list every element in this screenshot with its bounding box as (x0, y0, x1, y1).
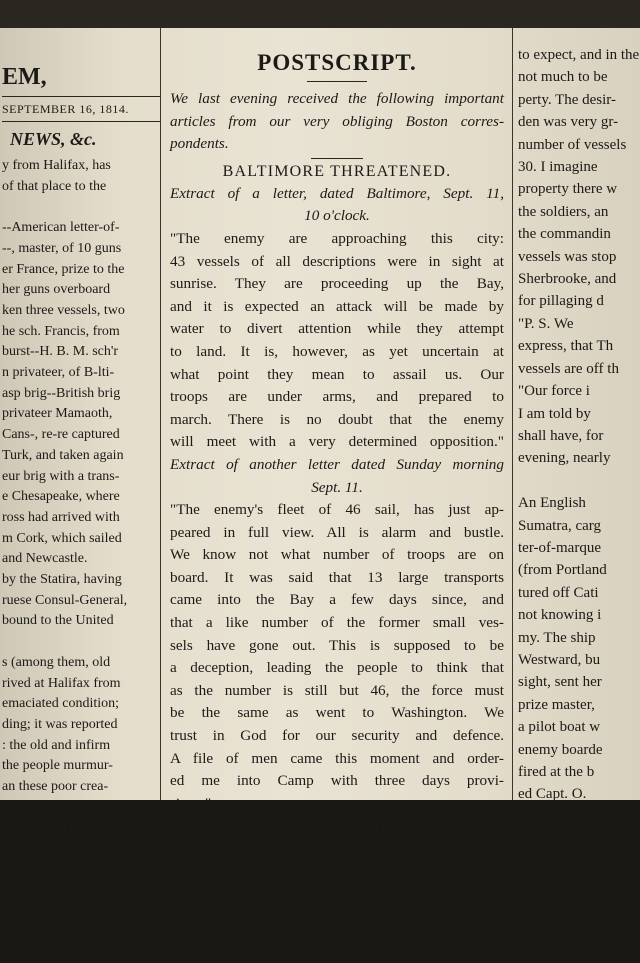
left-column-line: --American letter-of- (2, 220, 120, 236)
left-column-line: eur brig with a trans- (2, 468, 120, 484)
left-column-line: --, master, of 10 guns (2, 240, 122, 256)
extract-3-body (166, 817, 508, 907)
extract-heading-line: Extract of a letter, dated Baltimore, Sept. 11, (170, 184, 504, 202)
article-line: peared in full view. All is alarm and bustle. (170, 523, 504, 541)
right-column-line: tured off Cati (518, 584, 599, 601)
extract-1-heading (166, 183, 508, 228)
right-column-line: "Our force i (518, 383, 590, 400)
left-column-line: Turk, and taken again (2, 447, 124, 463)
right-column-line: rived at Port (518, 808, 593, 825)
article-line: to land. It is, however, as yet uncertain at (170, 342, 504, 360)
left-column-line: rived at Halifax from (2, 675, 121, 691)
left-column-line: he sch. Francis, from (2, 323, 120, 339)
article-line: that a like number of the former small ves- (170, 614, 504, 632)
article-line: and it is expected an attack will be made by (170, 297, 504, 315)
article-line: "The enemy's fleet of 46 sail, has just ap- (170, 501, 504, 519)
left-column-line: emaciated condition; (2, 696, 120, 712)
right-column-line: near Mackin (518, 920, 594, 937)
left-column-line: er France, prize to the (2, 261, 125, 277)
right-column-line: not knowing i (518, 607, 602, 624)
right-column-line: An English (518, 495, 586, 512)
article-line: what point they mean to assail us. Our (170, 365, 504, 383)
right-column-line: a pilot boat w (518, 719, 601, 736)
left-column-line: privateer Mamaoth, (2, 406, 113, 422)
left-column-line: an these poor crea- (2, 779, 109, 795)
left-column-line: ross had arrived with (2, 509, 120, 525)
column-rule-right (512, 28, 513, 800)
left-column-line: m Cork, which sailed (2, 530, 122, 546)
left-column-line: bound to the United (2, 613, 114, 629)
article-line: will meet with a very determined opposition." (170, 433, 504, 451)
left-column-line: Cans-, re-re captured (2, 427, 120, 443)
right-column-line: Westward, bu (518, 651, 601, 668)
article-line: troops are under arms, and prepared to (170, 388, 504, 406)
left-column-lines (2, 156, 160, 963)
article-line: trust in God for our security and defence. (170, 727, 504, 745)
article-line: sunrise. They are proceeding up the Bay, (170, 275, 504, 293)
right-column-line: not much to be (518, 69, 608, 86)
right-column-line: shall have, for (518, 427, 604, 444)
left-column-line: not arrived. (2, 861, 67, 877)
left-column (0, 28, 160, 963)
right-column-line: We have a (518, 853, 581, 870)
left-column-line (2, 197, 160, 218)
left-column-line (2, 798, 160, 819)
article-line: sels have gone out. This is supposed to be (170, 636, 504, 654)
right-column-line: Sherbrooke, and (518, 271, 617, 288)
left-column-line: s (among them, old (2, 654, 111, 670)
left-column-line: Halifax by land from (2, 882, 120, 898)
intro-paragraph (166, 88, 508, 156)
newspaper-page (0, 28, 640, 960)
article-line: 43 vessels of all descriptions were in sight at (170, 252, 504, 270)
right-column-line: fired at the b (518, 764, 595, 780)
right-column (518, 28, 640, 940)
right-column-line: to expect, and in the (518, 47, 640, 63)
left-column-line (2, 839, 160, 860)
right-column-line: that 40 or 50 (518, 898, 595, 915)
right-column-line: sight, sent her (518, 674, 602, 691)
right-column-line: 30. I imagine (518, 159, 598, 176)
center-column (166, 28, 508, 908)
left-column-line: of that place to the (2, 178, 107, 194)
left-column-line: : the old and infirm (2, 737, 111, 753)
left-column-line: y from Halifax, has (2, 158, 111, 173)
date-rule (2, 121, 160, 122)
section-head: NEWS, &c. (10, 129, 97, 149)
article-line: march. There is no doubt that the enemy (170, 410, 504, 428)
background-top (0, 0, 640, 28)
right-column-line: I am told by (518, 405, 591, 422)
right-column-line: vessels are off th (518, 360, 619, 377)
article-line: The following is an extract of another let- (184, 819, 504, 837)
article-line: ed me into Camp with three days provi- (170, 772, 504, 790)
article-line: A file of men came this moment and order- (170, 749, 504, 767)
right-column-line: prize master, (518, 696, 595, 713)
right-column-line: express, that Th (518, 338, 614, 355)
left-column-line: ken three vessels, two (2, 302, 125, 318)
right-column-line: evening, nearly (518, 450, 611, 467)
extract-heading-line: Extract of another letter dated Sunday morning (170, 455, 504, 473)
extract-heading-line: Sept. 11. (311, 478, 363, 496)
article-line: water to divert attention while they attempt (170, 320, 504, 338)
right-column-line: which contain (518, 876, 603, 893)
article-line: the Point, [14 miles from Balt.] where they (170, 887, 504, 905)
extract-1-body (166, 228, 508, 454)
left-column-line: ruese Consul-General, (2, 592, 128, 608)
intro-rule (311, 158, 363, 159)
left-column-line (2, 901, 160, 922)
baltimore-threatened-heading: BALTIMORE THREATENED. (222, 162, 452, 180)
right-column-line: "P. S. We (518, 315, 574, 332)
article-line: ter from Baltimore dated Sunday noon last : (170, 842, 504, 859)
article-line: as the number is still but 46, the force must (170, 681, 504, 699)
left-column-line: by the Statira, having (2, 572, 122, 588)
right-column-lines (518, 44, 640, 940)
right-column-line: my. The ship (518, 629, 596, 646)
left-column-line: egiments, and a rifle (2, 924, 117, 940)
masthead-fragment: EM, (2, 64, 47, 90)
left-column-line: re daily, exchanging (2, 820, 115, 836)
article-line: a deception, leading the people to think that (170, 659, 504, 677)
left-column-line: and Newcastle. (2, 551, 88, 567)
left-column-line: the people murmur- (2, 758, 113, 774)
right-column-line: (from Portland (518, 562, 607, 579)
right-column-line: vessels was stop (518, 248, 617, 265)
article-line: sions." (170, 794, 212, 812)
right-column-line: Sumatra, carg (518, 517, 602, 534)
right-column-line: number of vessels (518, 136, 627, 153)
article-line: board. It was said that 13 large transports (170, 568, 504, 586)
extract-2-heading (166, 454, 508, 499)
left-column-line: an Waldro, were all (2, 944, 112, 960)
article-line: be the same as went to Washington. We (170, 704, 504, 722)
intro-line: pondents. (170, 135, 229, 153)
article-line: --"The British fleet has passed our river to (170, 864, 504, 882)
extract-heading-line: 10 o'clock. (304, 207, 370, 225)
right-column-line: the commandin (518, 226, 611, 243)
left-column-line: n privateer, of B-lti- (2, 365, 115, 381)
left-column-line: burst--H. B. M. sch'r (2, 344, 119, 360)
right-column-line: property there w (518, 181, 618, 198)
article-line: We know not what number of troops are on (170, 546, 504, 564)
left-column-line (2, 632, 160, 653)
right-column-line: enemy boarde (518, 741, 603, 758)
right-column-line: den was very gr- (518, 114, 619, 131)
left-column-line: e Chesapeake, where (2, 489, 120, 505)
right-column-line: ter-of-marque (518, 539, 601, 556)
right-column-line (518, 470, 640, 492)
extract-2-body (166, 499, 508, 815)
date-line: SEPTEMBER 16, 1814. (2, 102, 129, 116)
left-column-line: her guns overboard (2, 282, 111, 298)
column-rule-left (160, 28, 161, 800)
article-line: "The enemy are approaching this city: (170, 229, 504, 247)
right-column-line: ed Capt. O. (518, 786, 587, 803)
masthead-rule (2, 96, 160, 97)
left-column-line: ding; it was reported (2, 716, 118, 732)
right-column-line: the soldiers, an (518, 203, 609, 220)
article-line: came into the Bay a few days since, and (170, 591, 504, 609)
right-column-line (518, 828, 640, 850)
left-column-line: asp brig--British brig (2, 385, 121, 401)
right-column-line: for pillaging d (518, 293, 604, 310)
intro-line: articles from our very obliging Boston corres- (170, 112, 504, 130)
right-column-line: perty. The desir- (518, 91, 616, 108)
postscript-heading: POSTSCRIPT. (257, 50, 417, 75)
intro-line: We last evening received the following important (170, 90, 504, 107)
heading-rule (307, 81, 367, 82)
